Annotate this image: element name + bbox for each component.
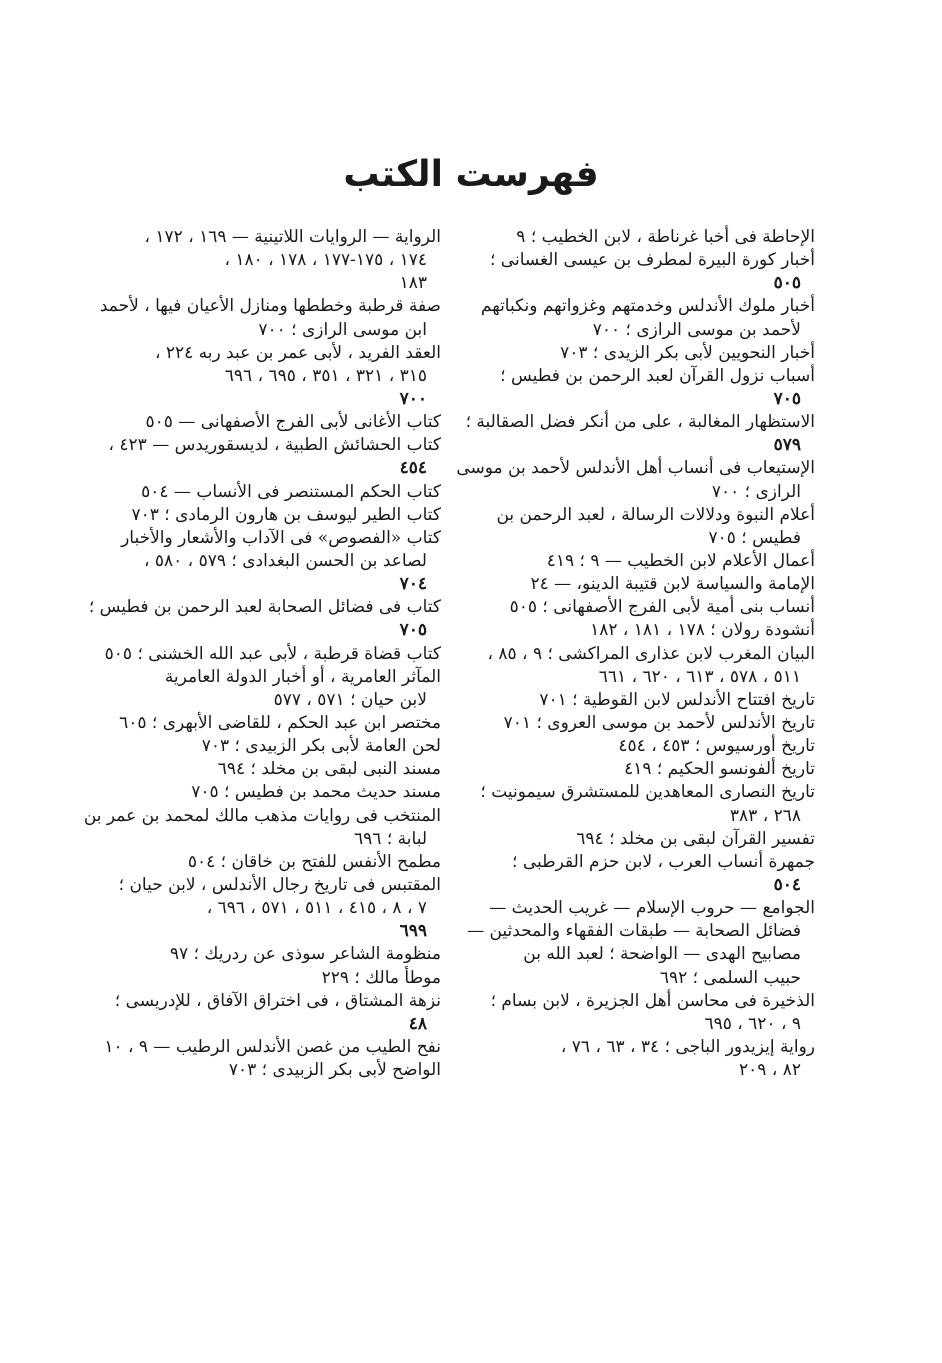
index-line: ٧٠٥ [773,388,801,409]
index-line: المآثر العامرية ، أو أخبار الدولة العامرية [164,666,441,687]
index-line: العقد الفريد ، لأبى عمر بن عبد ربه ٢٢٤ ، [154,342,441,363]
index-line: تاريخ ألفونسو الحكيم ؛ ٤١٩ [624,759,815,780]
index-line: فطيس ؛ ٧٠٥ [708,527,801,548]
index-line: ابن موسى الرازى ؛ ٧٠٠ [258,319,427,340]
index-line: مصابيح الهدى — الواضحة ؛ لعبد الله بن [523,944,801,965]
index-line: لابن حيان ؛ ٥٧١ ، ٥٧٧ [273,689,427,710]
index-line: الذخيرة فى محاسن أهل الجزيرة ، لابن بسام ؛ [490,990,815,1011]
index-line: ٥٧٩ [773,435,801,456]
index-line: تاريخ أورسيوس ؛ ٤٥٣ ، ٤٥٤ [618,736,815,757]
page-title: فهرست الكتب [343,154,599,195]
index-line: مختصر ابن عبد الحكم ، للقاضى الأبهرى ؛ ٦٠٥ [119,712,441,733]
index-line: مسند حديث محمد بن فطيس ؛ ٧٠٥ [191,782,441,803]
index-line: أخبار كورة البيرة لمطرف بن عيسى الغسانى ؛ [489,250,815,271]
index-line: تاريخ الأندلس لأحمد بن موسى العروى ؛ ٧٠١ [503,712,815,733]
index-line: الجوامع — حروب الإسلام — غريب الحديث — [489,898,815,919]
index-line: منظومة الشاعر سوذى عن ردريك ؛ ٩٧ [169,944,441,965]
index-line: ٧ ، ٨ ، ٤١٥ ، ٥١١ ، ٥٧١ ، ٦٩٦ ، [206,898,427,919]
index-line: كتاب «الفصوص» فى الآداب والأشعار والأخبار [121,527,441,548]
index-line: ٨٢ ، ٢٠٩ [739,1060,801,1081]
index-line: ٥١١ ، ٥٧٨ ، ٦١٣ ، ٦٢٠ ، ٦٦١ [598,666,801,687]
index-line: البيان المغرب لابن عذارى المراكشى ؛ ٩ ، ٨٥ ، [487,643,815,664]
index-line: الرازى ؛ ٧٠٠ [711,481,801,502]
index-column-left [83,226,441,1082]
index-line: المنتخب فى روايات مذهب مالك لمحمد بن عمر بن [83,805,441,826]
index-line: المقتبس فى تاريخ رجال الأندلس ، لابن حيان ؛ [118,874,441,895]
index-line: ٧٠٥ [399,620,427,641]
index-line: الرواية — الروايات اللاتينية — ١٦٩ ، ١٧٢ ، [144,227,441,247]
index-column-right [456,226,815,1082]
index-line: أخبار ملوك الأندلس وخدمتهم وغزواتهم ونكباتهم [480,296,815,317]
index-line: ٤٥٤ [399,458,427,479]
index-line: أسباب نزول القرآن لعبد الرحمن بن فطيس ؛ [500,365,815,386]
index-line: أعمال الأعلام لابن الخطيب — ٩ ؛ ٤١٩ [546,550,815,571]
index-line: كتاب الأغانى لأبى الفرج الأصفهانى — ٥٠٥ [145,412,441,433]
index-line: ٧٠٠ [399,388,427,409]
index-line: مسند النبى لبقى بن مخلد ؛ ٦٩٤ [217,759,441,780]
index-line: تاريخ افتتاح الأندلس لابن القوطية ؛ ٧٠١ [539,689,815,710]
index-line: كتاب الحكم المستنصر فى الأنساب — ٥٠٤ [141,481,441,502]
index-line: الإمامة والسياسة لابن قتيبة الدينو، — ٢٤ [530,574,815,595]
index-line: ٧٠٤ [399,574,427,595]
index-line: جمهرة أنساب العرب ، لابن حزم القرطبى ؛ [512,851,815,872]
index-line: موطأ مالك ؛ ٢٢٩ [321,967,441,988]
index-line: أنشودة رولان ؛ ١٧٨ ، ١٨١ ، ١٨٢ [590,620,815,641]
index-line: كتاب قضاة قرطبة ، لأبى عبد الله الخشنى ؛ ٥٠٥ [104,643,441,664]
index-line: ٤٨ [408,1013,427,1034]
index-line: الاستظهار المغالبة ، على من أنكر فضل الصقالبة ؛ [465,412,815,433]
index-line: لأحمد بن موسى الرازى ؛ ٧٠٠ [592,319,801,340]
index-line: كتاب فى فضائل الصحابة لعبد الرحمن بن فطيس ؛ [88,597,441,618]
index-line: كتاب الحشائش الطبية ، لديسقوريدس — ٤٢٣ ، [108,435,441,456]
index-line: الإحاطة فى أخبا غرناطة ، لابن الخطيب ؛ ٩ [516,227,815,247]
index-line: فضائل الصحابة — طبقات الفقهاء والمحدثين — [467,921,801,942]
index-line: ١٨٣ [399,273,427,294]
index-line: ١٧٤ ، ١٧٥-١٧٧ ، ١٧٨ ، ١٨٠ ، [224,250,427,271]
index-line: لحن العامة لأبى بكر الزبيدى ؛ ٧٠٣ [201,736,441,757]
index-line: نزهة المشتاق ، فى اختراق الآفاق ، للإدريسى ؛ [114,990,441,1011]
index-line: مطمح الأنفس للفتح بن خاقان ؛ ٥٠٤ [187,851,441,872]
index-line: أخبار النحويين لأبى بكر الزيدى ؛ ٧٠٣ [560,342,815,363]
index-line: الواضح لأبى بكر الزبيدى ؛ ٧٠٣ [228,1060,441,1081]
index-line: كتاب الطير ليوسف بن هارون الرمادى ؛ ٧٠٣ [131,504,441,525]
index-line: ٦٩٩ [399,921,427,942]
index-line: لبابة ؛ ٦٩٦ [354,828,427,849]
index-line: الإستيعاب فى أنساب أهل الأندلس لأحمد بن موسى [456,458,815,479]
index-line: أنساب بنى أمية لأبى الفرج الأصفهانى ؛ ٥٠٥ [509,597,815,618]
index-line: تفسير القرآن لبقى بن مخلد ؛ ٦٩٤ [576,828,815,849]
index-line: صفة قرطبة وخططها ومنازل الأعيان فيها ، لأحمد [99,296,441,317]
index-line: ٥٠٤ [773,874,801,895]
index-line: ٢٦٨ ، ٣٨٣ [729,805,801,826]
index-line: ٩ ، ٦٢٠ ، ٦٩٥ [704,1013,801,1034]
index-line: تاريخ النصارى المعاهدين للمستشرق سيمونيت ؛ [480,782,815,803]
index-line: أعلام النبوة ودلالات الرسالة ، لعبد الرحمن بن [496,504,815,525]
index-line: ٥٠٥ [773,273,801,294]
index-line: حبيب السلمى ؛ ٦٩٢ [659,967,801,988]
index-line: رواية إيزيدور الباجى ؛ ٣٤ ، ٦٣ ، ٧٦ ، [560,1036,815,1057]
index-line: نفح الطيب من غصن الأندلس الرطيب — ٩ ، ١٠ [104,1036,441,1057]
index-line: لصاعد بن الحسن البغدادى ؛ ٥٧٩ ، ٥٨٠ ، [143,550,427,571]
index-line: ٣١٥ ، ٣٢١ ، ٣٥١ ، ٦٩٥ ، ٦٩٦ [224,365,427,386]
